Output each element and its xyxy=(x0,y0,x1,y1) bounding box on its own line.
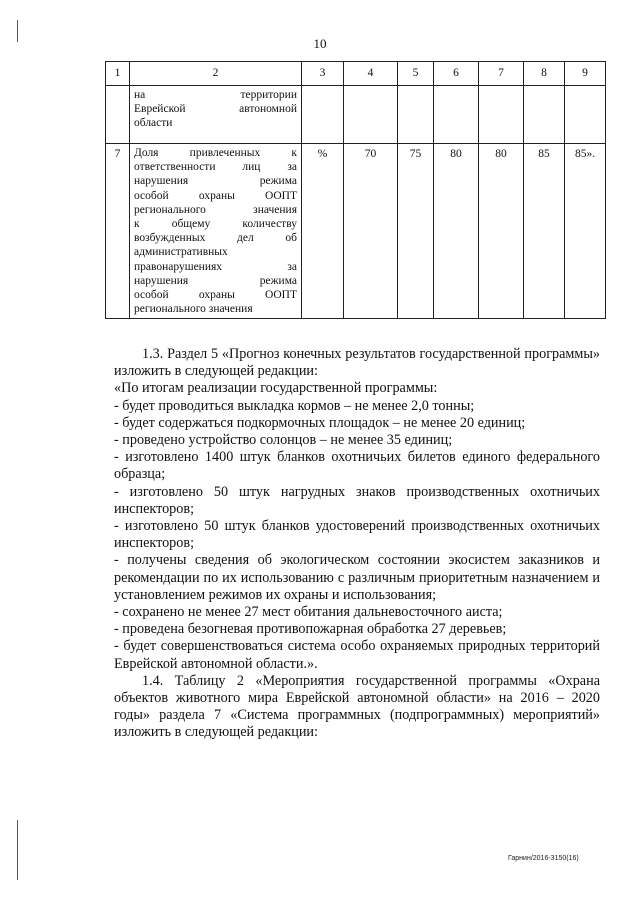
table-cell xyxy=(344,86,398,144)
text-line: нарушения режима xyxy=(134,175,297,188)
text-line: особой охраны ООПТ xyxy=(134,289,297,302)
header-cell: 8 xyxy=(524,62,565,86)
unit-cell: % xyxy=(302,144,344,319)
scan-margin-line-bottom xyxy=(17,820,18,880)
header-cell: 6 xyxy=(434,62,479,86)
paragraph-1-4: 1.4. Таблицу 2 «Мероприятия государственной программы «Охрана объектов животного мира Еврейской автономной области» на 2016 – 2020 годы» раздела 7 «Система программных (подпрограммных) мероприятий» изложить в следующей редакции: xyxy=(114,672,600,741)
table-cell xyxy=(565,86,606,144)
table-header-row xyxy=(106,62,606,86)
list-item: - проведена безогневая противопожарная обработка 27 деревьев; xyxy=(114,621,507,638)
table-cell xyxy=(479,86,524,144)
value-2017: 80 xyxy=(434,144,479,319)
paragraph-quote-start: «По итогам реализации государственной программы: xyxy=(114,380,438,397)
table-cell xyxy=(434,86,479,144)
header-cell: 5 xyxy=(398,62,434,86)
text-line: правонарушениях за xyxy=(134,260,297,273)
indicator-description-continued xyxy=(130,86,302,144)
header-cell: 4 xyxy=(344,62,398,86)
value-2018: 80 xyxy=(479,144,524,319)
indicator-description xyxy=(130,144,302,319)
list-item: - будет проводиться выкладка кормов – не менее 2,0 тонны; xyxy=(114,397,475,414)
table-cell xyxy=(398,86,434,144)
table-row-7 xyxy=(106,144,606,319)
header-cell: 7 xyxy=(479,62,524,86)
list-item: - проведено устройство солонцов – не менее 35 единиц; xyxy=(114,432,453,449)
text-line: регионального значения xyxy=(134,303,253,316)
list-item: - изготовлено 50 штук бланков удостоверений производственных охотничьих инспекторов; xyxy=(114,518,600,552)
text-line: регионального значения xyxy=(134,203,297,216)
value-2019: 85 xyxy=(524,144,565,319)
page-number: 10 xyxy=(313,36,327,51)
text-line: административных xyxy=(134,246,228,259)
text-line: на территории xyxy=(134,89,297,101)
header-cell: 3 xyxy=(302,62,344,86)
list-item: - получены сведения об экологическом состоянии экосистем заказников и рекомендации по их использованию с различным приоритетным назначением и установлением режимов их охраны и использования; xyxy=(114,552,600,603)
text-line: к общему количеству xyxy=(134,218,297,231)
text-line: Доля привлеченных к xyxy=(134,147,297,159)
value-2015: 70 xyxy=(344,144,398,319)
table-cell xyxy=(524,86,565,144)
list-item: - изготовлено 1400 штук бланков охотничьих билетов единого федерального образца; xyxy=(114,449,600,483)
table-cell xyxy=(106,86,130,144)
list-item: - будет совершенствоваться система особо охраняемых природных территорий Еврейской автономной области.». xyxy=(114,638,600,672)
table-cell xyxy=(302,86,344,144)
header-cell: 9 xyxy=(565,62,606,86)
text-line: ответственности лиц за xyxy=(134,161,297,174)
list-item: - будет содержаться подкормочных площадок – не менее 20 единиц; xyxy=(114,414,526,431)
text-line: возбужденных дел об xyxy=(134,232,297,245)
text-line: области xyxy=(134,117,173,130)
value-2016: 75 xyxy=(398,144,434,319)
paragraph-1-3: 1.3. Раздел 5 «Прогноз конечных результатов государственной программы» изложить в следующей редакции: xyxy=(114,346,600,380)
text-line: особой охраны ООПТ xyxy=(134,189,297,202)
table-row-continuation xyxy=(106,86,606,144)
document-body xyxy=(114,346,600,742)
list-item: - сохранено не менее 27 мест обитания дальневосточного аиста; xyxy=(114,604,503,621)
text-line: нарушения режима xyxy=(134,274,297,287)
header-cell: 1 xyxy=(106,62,130,86)
text-line: Еврейской автономной xyxy=(134,103,297,116)
indicators-table xyxy=(105,61,606,319)
list-item: - изготовлено 50 штук нагрудных знаков производственных охотничьих инспекторов; xyxy=(114,483,600,517)
header-cell: 2 xyxy=(130,62,302,86)
value-2020: 85». xyxy=(565,144,606,319)
row-number: 7 xyxy=(106,144,130,319)
document-footer-code: Гарнин/2016-3150(16) xyxy=(508,855,579,862)
